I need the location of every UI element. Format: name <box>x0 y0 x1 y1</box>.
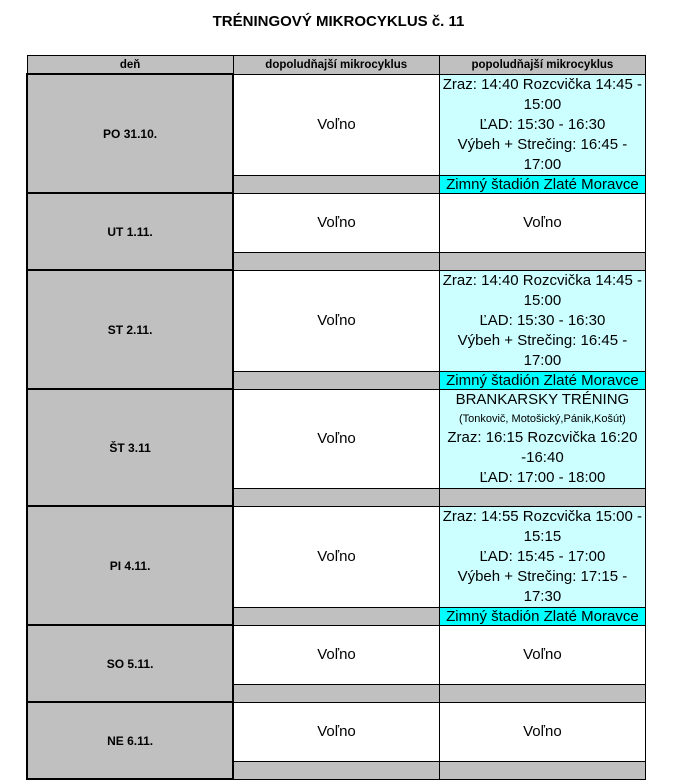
day-row <box>27 625 646 684</box>
header-day: deň <box>27 56 233 75</box>
pm-title: BRANKARSKY TRÉNING <box>455 390 630 408</box>
day-row <box>27 506 646 607</box>
pm-cell <box>439 702 645 761</box>
header-row <box>27 56 646 75</box>
pm-cell <box>439 506 645 607</box>
venue-cell: Zimný štadión Zlaté Moravce <box>439 175 645 193</box>
pm-cell <box>439 74 645 175</box>
am-cell: Voľno <box>233 74 439 175</box>
pm-line: Zraz: 14:40 Rozcvička 14:45 - 15:00 <box>442 271 643 309</box>
pm-cell <box>439 625 645 684</box>
pm-note: (Tonkovič, Motošický,Pánik,Košút) <box>458 412 626 425</box>
day-label: NE 6.11. <box>27 702 233 779</box>
day-row <box>27 193 646 252</box>
day-label: UT 1.11. <box>27 193 233 270</box>
am-cell: Voľno <box>233 193 439 252</box>
day-label: ST 2.11. <box>27 270 233 389</box>
am-cell: Voľno <box>233 625 439 684</box>
pm-line: ĽAD: 15:30 - 16:30 <box>479 115 606 133</box>
am-cell: Voľno <box>233 389 439 488</box>
day-row <box>27 389 646 488</box>
am-cell: Voľno <box>233 702 439 761</box>
schedule-table <box>26 55 646 780</box>
day-label: ŠT 3.11 <box>27 389 233 506</box>
pm-spacer <box>439 761 645 779</box>
pm-line: Výbeh + Strečing: 17:15 - 17:30 <box>457 567 628 605</box>
pm-cell <box>439 389 645 488</box>
day-row <box>27 702 646 761</box>
pm-line: Voľno <box>523 645 562 663</box>
pm-line: ĽAD: 17:00 - 18:00 <box>479 468 606 486</box>
pm-line: ĽAD: 15:45 - 17:00 <box>479 547 606 565</box>
venue-cell: Zimný štadión Zlaté Moravce <box>439 607 645 625</box>
day-label: SO 5.11. <box>27 625 233 702</box>
pm-line: Zraz: 16:15 Rozcvička 16:20 -16:40 <box>447 428 638 466</box>
day-row <box>27 270 646 371</box>
pm-line: Voľno <box>523 213 562 231</box>
am-spacer <box>233 761 439 779</box>
day-label: PI 4.11. <box>27 506 233 625</box>
pm-line: Zraz: 14:40 Rozcvička 14:45 - 15:00 <box>442 75 643 113</box>
header-am: dopoludňajší mikrocyklus <box>233 56 439 75</box>
am-spacer <box>233 252 439 270</box>
page-title: TRÉNINGOVÝ MIKROCYKLUS č. 11 <box>212 13 465 30</box>
am-spacer <box>233 175 439 193</box>
pm-spacer <box>439 252 645 270</box>
pm-line: Zraz: 14:55 Rozcvička 15:00 - 15:15 <box>442 507 643 545</box>
pm-spacer <box>439 488 645 506</box>
am-cell: Voľno <box>233 270 439 371</box>
venue-cell: Zimný štadión Zlaté Moravce <box>439 371 645 389</box>
pm-cell <box>439 193 645 252</box>
am-spacer <box>233 684 439 702</box>
pm-spacer <box>439 684 645 702</box>
header-pm: popoludňajší mikrocyklus <box>439 56 645 75</box>
am-spacer <box>233 607 439 625</box>
pm-line: ĽAD: 15:30 - 16:30 <box>479 311 606 329</box>
day-label: PO 31.10. <box>27 74 233 193</box>
am-spacer <box>233 371 439 389</box>
am-cell: Voľno <box>233 506 439 607</box>
pm-line: Voľno <box>523 722 562 740</box>
pm-line: Výbeh + Strečing: 16:45 - 17:00 <box>457 331 628 369</box>
day-row <box>27 74 646 175</box>
am-spacer <box>233 488 439 506</box>
pm-cell <box>439 270 645 371</box>
pm-line: Výbeh + Strečing: 16:45 - 17:00 <box>457 135 628 173</box>
